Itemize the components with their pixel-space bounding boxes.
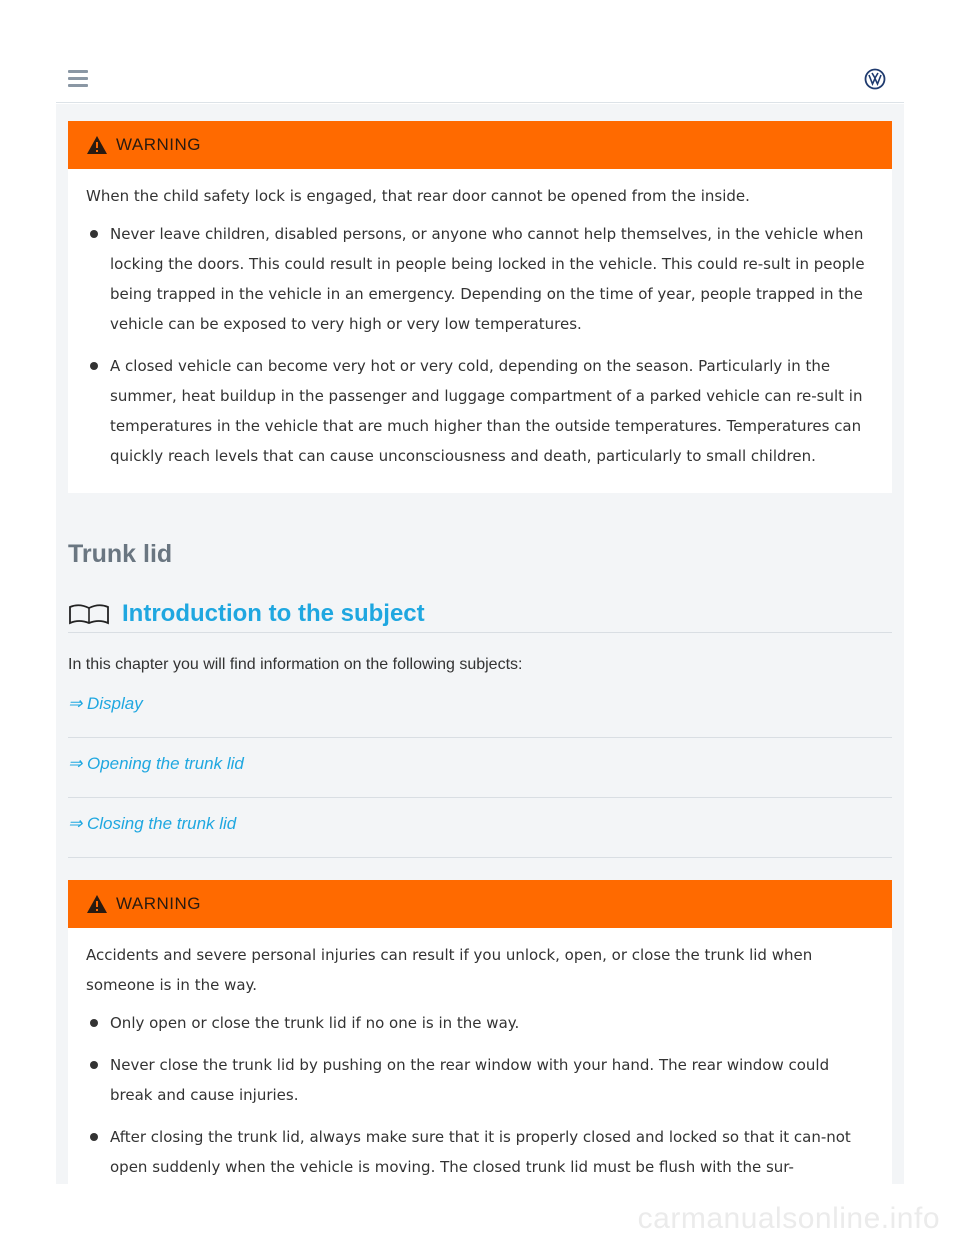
watermark: carmanualsonline.info [637,1202,940,1235]
link-row [68,678,892,738]
warning-intro: When the child safety lock is engaged, that rear door cannot be opened from the inside. [86,187,750,205]
bullet-dot-icon [90,1019,98,1027]
hamburger-menu-icon[interactable] [68,70,88,86]
top-bar [56,58,904,103]
warning-bullet: A closed vehicle can become very hot or very cold, depending on the season. Particularly in the summer, heat buildup in the passenger and luggage compartment of a parked vehicle can re-sult in temperatures in the vehicle that are much higher than the outside temperatures. Temperatures can quickly reach levels that can cause unconsciousness and death, particularly to small children. [86,351,874,471]
warning-bullet: After closing the trunk lid, always make sure that it is properly closed and locked so that it can-not open suddenly when the vehicle is moving. The closed trunk lid must be flush with the sur- [86,1122,874,1182]
warning-triangle-icon [86,894,108,914]
warning-header [68,121,892,169]
bullet-dot-icon [90,362,98,370]
link-row [68,738,892,798]
open-book-icon [68,603,110,625]
intro-title: Introduction to the subject [122,600,425,627]
manual-page [56,104,904,1184]
intro-text: In this chapter you will find information on the following subjects: [68,656,523,673]
section-title: Trunk lid [68,540,173,568]
warning-bullet: Only open or close the trunk lid if no one is in the way. [86,1008,874,1038]
bullet-dot-icon [90,230,98,238]
link-display[interactable]: ⇒ Display [68,694,143,713]
warning-header [68,880,892,928]
warning-label: WARNING [116,135,202,154]
bullet-dot-icon [90,1061,98,1069]
link-row [68,798,892,858]
warning-triangle-icon [86,135,108,155]
warning-box-trunk-lid [68,880,892,1184]
bullet-dot-icon [90,1133,98,1141]
warning-intro: Accidents and severe personal injuries can result if you unlock, open, or close the trunk lid when someone is in the way. [86,946,813,994]
warning-bullet: Never leave children, disabled persons, or anyone who cannot help themselves, in the vehicle when locking the doors. This could result in people being locked in the vehicle. This could re-sult in people being trapped in the vehicle in an emergency. Depending on the time of year, people trapped in the vehicle can be exposed to very high or very low temperatures. [86,219,874,339]
warning-box-child-lock [68,121,892,493]
link-closing-trunk-lid[interactable]: ⇒ Closing the trunk lid [68,814,237,833]
link-opening-trunk-lid[interactable]: ⇒ Opening the trunk lid [68,754,244,773]
intro-heading [68,596,892,633]
vw-logo-icon[interactable] [864,68,886,90]
warning-bullet: Never close the trunk lid by pushing on the rear window with your hand. The rear window could break and cause injuries. [86,1050,874,1110]
warning-label: WARNING [116,894,202,913]
